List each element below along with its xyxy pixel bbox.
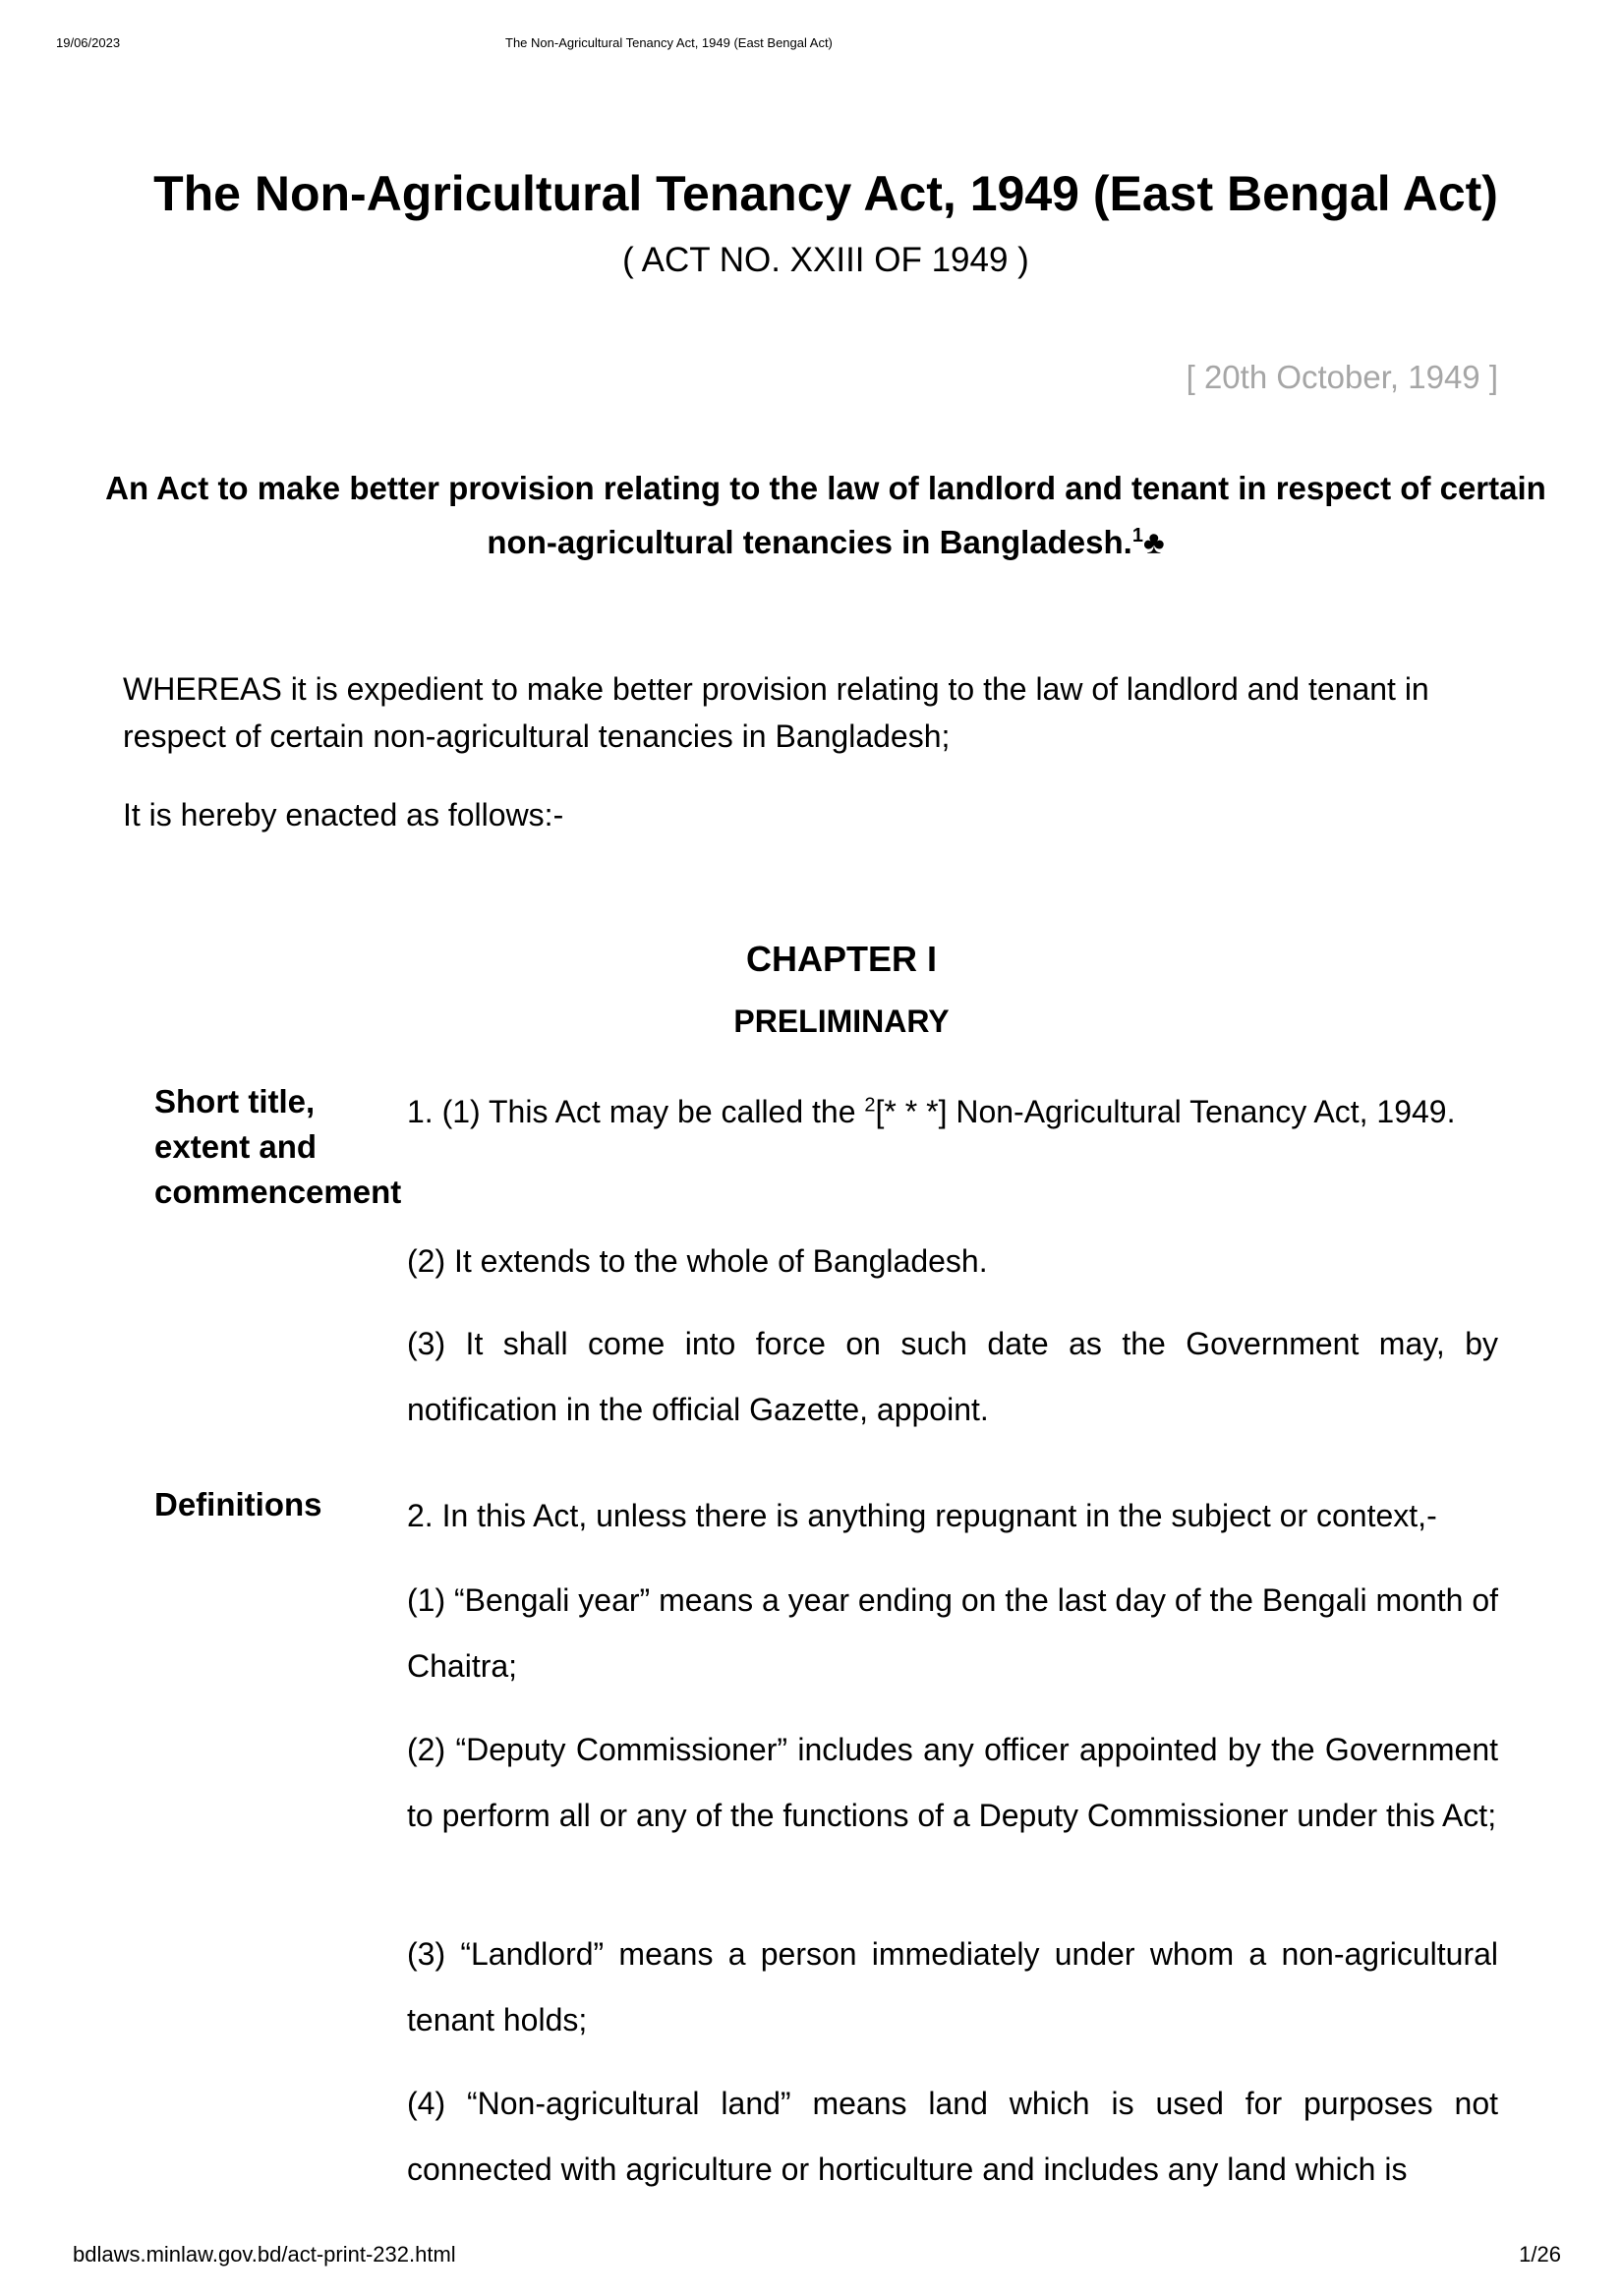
long-title-text: An Act to make better provision relating to the law of landlord and tenant in respect of certain non-agricultural tenancies in Bangladesh. xyxy=(105,470,1546,560)
section-2-intro: 2. In this Act, unless there is anything repugnant in the subject or context,- xyxy=(407,1498,1437,1533)
act-title: The Non-Agricultural Tenancy Act, 1949 (East Bengal Act) xyxy=(153,166,1498,221)
clause-1-text-after: [* * *] Non-Agricultural Tenancy Act, 1949. xyxy=(875,1094,1456,1129)
long-title xyxy=(79,464,1573,566)
preamble-whereas: WHEREAS it is expedient to make better provision relating to the law of landlord and tenant in respect of certain non-agricultural tenancies in Bangladesh; xyxy=(123,671,1429,754)
chapter-heading: CHAPTER I xyxy=(745,939,937,979)
definition-landlord: (3) “Landlord” means a person immediately under whom a non-agricultural tenant holds; xyxy=(407,1936,1498,2038)
clause-1-text-before: 1. (1) This Act may be called the xyxy=(407,1094,865,1129)
footnote-ref-2[interactable]: 2 xyxy=(864,1094,876,1117)
section-1-clause-2: (2) It extends to the whole of Bangladesh. xyxy=(407,1243,988,1279)
print-date: 19/06/2023 xyxy=(56,35,121,50)
act-date: [ 20th October, 1949 ] xyxy=(1186,359,1498,395)
section-1-side-note: Short title, extent and commencement xyxy=(154,1083,402,1210)
club-symbol-icon: ♣ xyxy=(1142,524,1165,560)
definition-bengali-year: (1) “Bengali year” means a year ending on the last day of the Bengali month of Chaitra; xyxy=(407,1582,1498,1684)
page-number: 1/26 xyxy=(1519,2242,1561,2267)
definition-non-agricultural-land: (4) “Non-agricultural land” means land which is used for purposes not connected with agriculture or horticulture and includes any land which is xyxy=(407,2086,1498,2187)
chapter-subheading: PRELIMINARY xyxy=(733,1004,950,1039)
print-header-title: The Non-Agricultural Tenancy Act, 1949 (East Bengal Act) xyxy=(505,35,833,50)
section-1-clause-1 xyxy=(407,1079,1498,1145)
section-1-clause-3: (3) It shall come into force on such date as the Government may, by notification in the official Gazette, appoint. xyxy=(407,1326,1498,1427)
definition-deputy-commissioner: (2) “Deputy Commissioner” includes any officer appointed by the Government to perform all or any of the functions of a Deputy Commissioner under this Act; xyxy=(407,1732,1498,1833)
footnote-ref-1[interactable]: 1 xyxy=(1131,525,1143,546)
preamble-enactment: It is hereby enacted as follows:- xyxy=(123,797,564,832)
act-number: ( ACT NO. XXIII OF 1949 ) xyxy=(622,241,1029,279)
print-footer-url: bdlaws.minlaw.gov.bd/act-print-232.html xyxy=(73,2242,456,2267)
section-2-side-note: Definitions xyxy=(154,1486,322,1522)
